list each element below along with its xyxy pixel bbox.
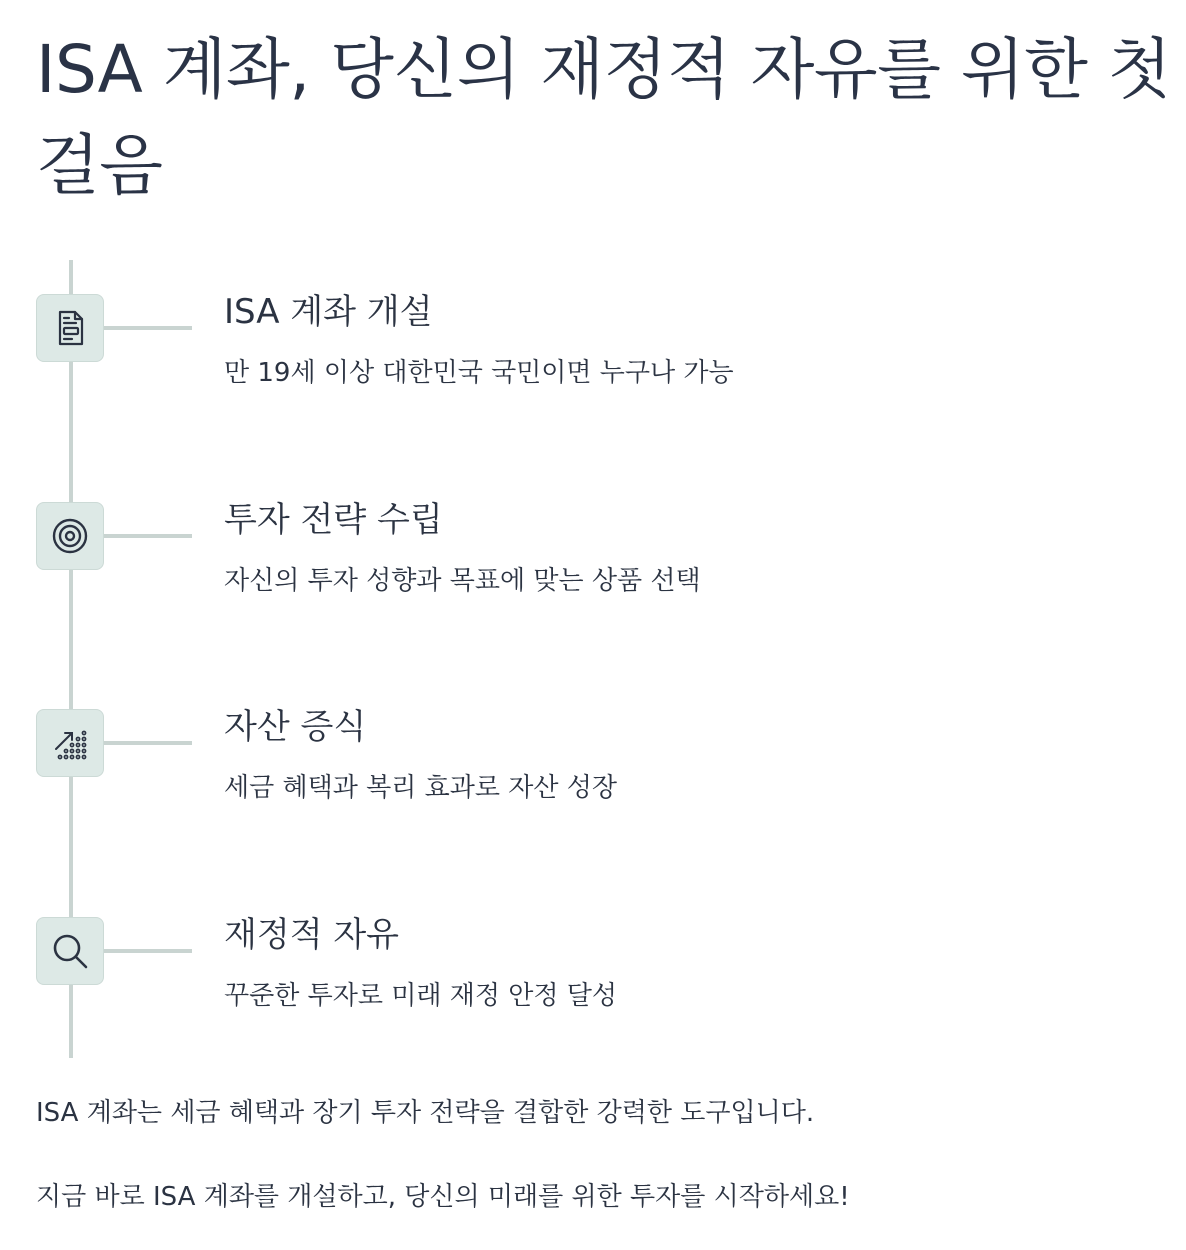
step-icon-box [36,502,104,570]
step-description: 꾸준한 투자로 미래 재정 안정 달성 [224,981,617,1011]
target-icon [46,512,94,560]
step-icon-box [36,709,104,777]
step-title: 자산 증식 [224,707,367,747]
timeline-step [0,294,1186,414]
timeline-step [0,917,1186,1037]
timeline-step [0,502,1186,622]
page-title: ISA 계좌, 당신의 재정적 자유를 위한 첫걸음 [36,31,1172,204]
summary-text: ISA 계좌는 세금 혜택과 장기 투자 전략을 결합한 강력한 도구입니다. [36,1098,815,1128]
step-connector [104,326,192,330]
step-title: 투자 전략 수립 [224,500,443,540]
document-icon [46,304,94,352]
step-description: 자신의 투자 성향과 목표에 맞는 상품 선택 [224,566,701,596]
timeline-step [0,709,1186,829]
search-icon [46,927,94,975]
step-icon-box [36,917,104,985]
step-description: 세금 혜택과 복리 효과로 자산 성장 [224,773,617,803]
growth-chart-icon [46,719,94,767]
step-connector [104,741,192,745]
step-title: ISA 계좌 개설 [224,292,433,332]
step-connector [104,949,192,953]
call-to-action-text: 지금 바로 ISA 계좌를 개설하고, 당신의 미래를 위한 투자를 시작하세요! [36,1182,850,1212]
step-description: 만 19세 이상 대한민국 국민이면 누구나 가능 [224,358,734,388]
step-title: 재정적 자유 [224,915,400,955]
step-icon-box [36,294,104,362]
step-connector [104,534,192,538]
